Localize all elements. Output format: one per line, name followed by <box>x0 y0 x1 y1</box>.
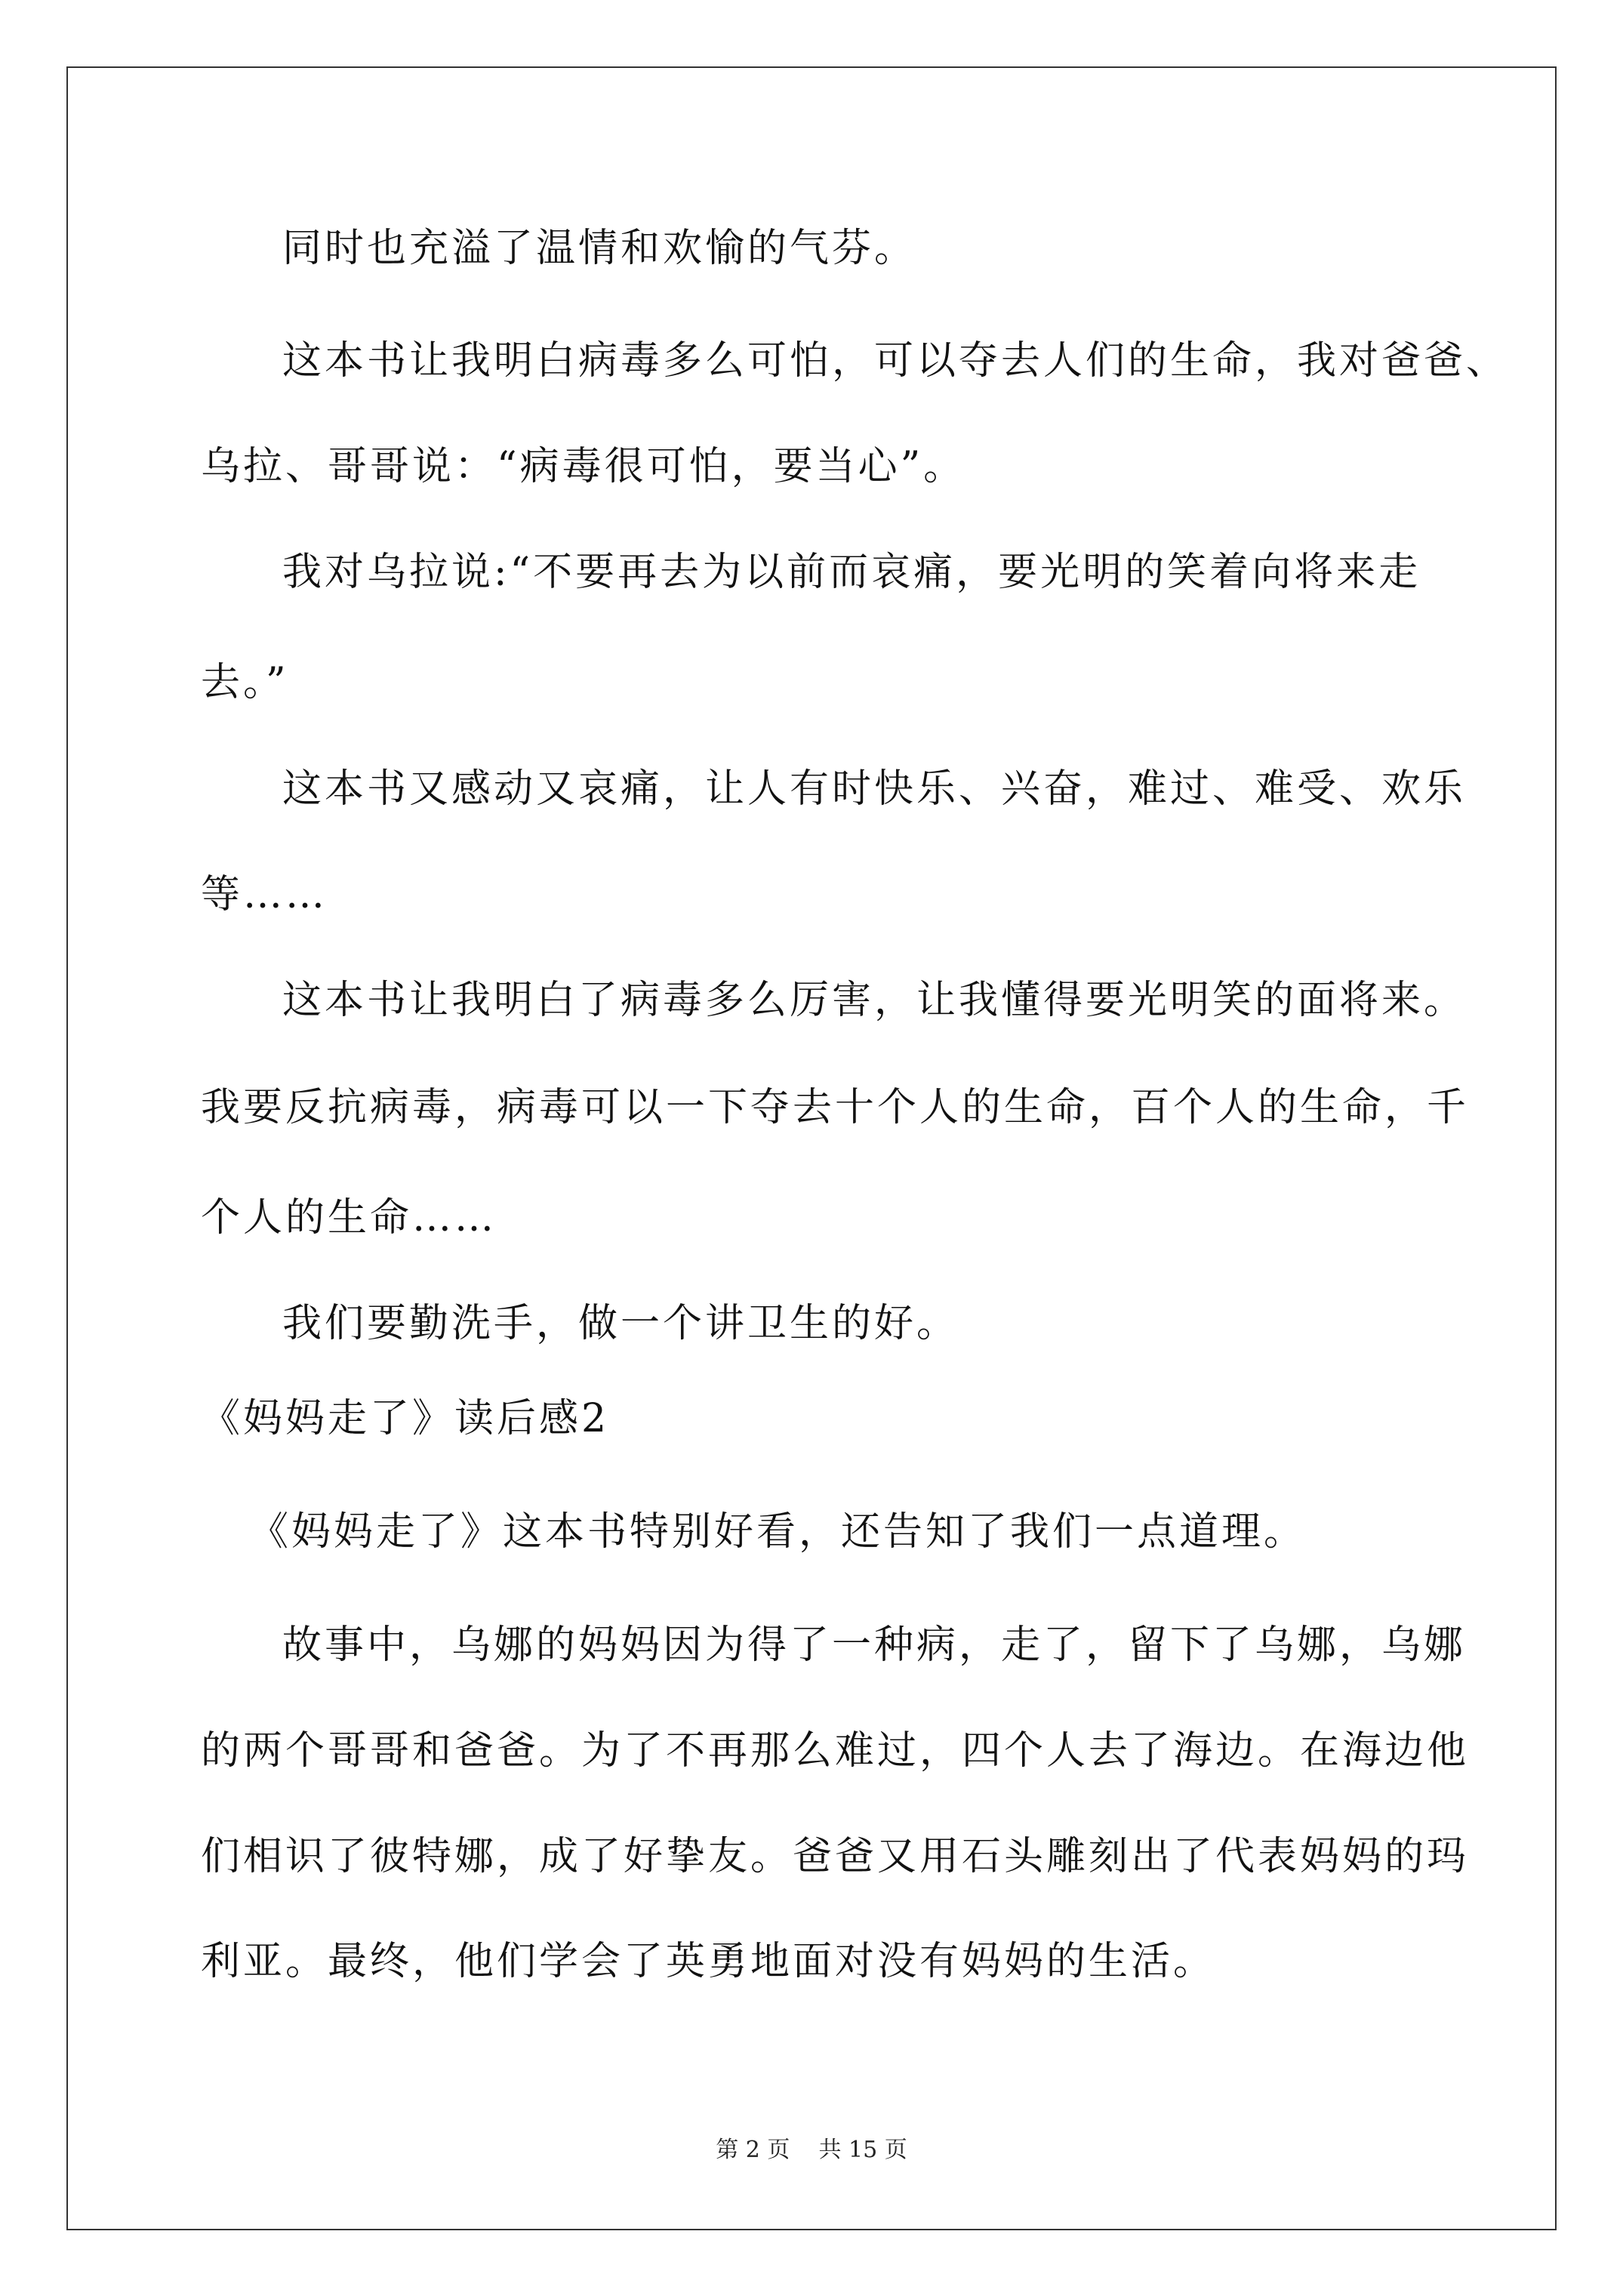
paragraph-line: 我要反抗病毒，病毒可以一下夺去十个人的生命，百个人的生命，千 <box>201 1085 1470 1130</box>
paragraph-line: 利亚。最终，他们学会了英勇地面对没有妈妈的生活。 <box>201 1939 1216 1984</box>
paragraph-line: 同时也充溢了温情和欢愉的气芬。 <box>282 226 917 271</box>
paragraph-line: 我们要勤洗手，做一个讲卫生的好。 <box>282 1301 959 1346</box>
paragraph-line: 故事中，乌娜的妈妈因为得了一种病，走了，留下了乌娜，乌娜 <box>282 1623 1467 1668</box>
section-heading: 《妈妈走了》读后感2 <box>201 1396 610 1441</box>
page-border <box>66 66 1557 2230</box>
paragraph-line: 个人的生命…… <box>201 1195 497 1240</box>
paragraph-line: 我对乌拉说:“不要再去为以前而哀痛，要光明的笑着向将来走 <box>282 550 1421 595</box>
paragraph-line: 这本书又感动又哀痛，让人有时快乐、兴奋，难过、难受、欢乐 <box>282 766 1467 812</box>
paragraph-line: 这本书让我明白病毒多么可怕，可以夺去人们的生命，我对爸爸、 <box>282 338 1509 384</box>
paragraph-line: 的两个哥哥和爸爸。为了不再那么难过，四个人去了海边。在海边他 <box>201 1728 1470 1774</box>
page-number: 第 2 页 共 15 页 <box>716 2137 907 2163</box>
paragraph-line: 乌拉、哥哥说：“病毒很可怕，要当心”。 <box>201 444 966 489</box>
paragraph-line: 去。” <box>201 660 289 705</box>
paragraph-line: 这本书让我明白了病毒多么厉害，让我懂得要光明笑的面将来。 <box>282 978 1467 1023</box>
paragraph-line: 们相识了彼特娜，成了好挚友。爸爸又用石头雕刻出了代表妈妈的玛 <box>201 1834 1470 1879</box>
paragraph-line: 等…… <box>201 872 328 917</box>
paragraph-line: 《妈妈走了》这本书特别好看，还告知了我们一点道理。 <box>249 1509 1307 1555</box>
